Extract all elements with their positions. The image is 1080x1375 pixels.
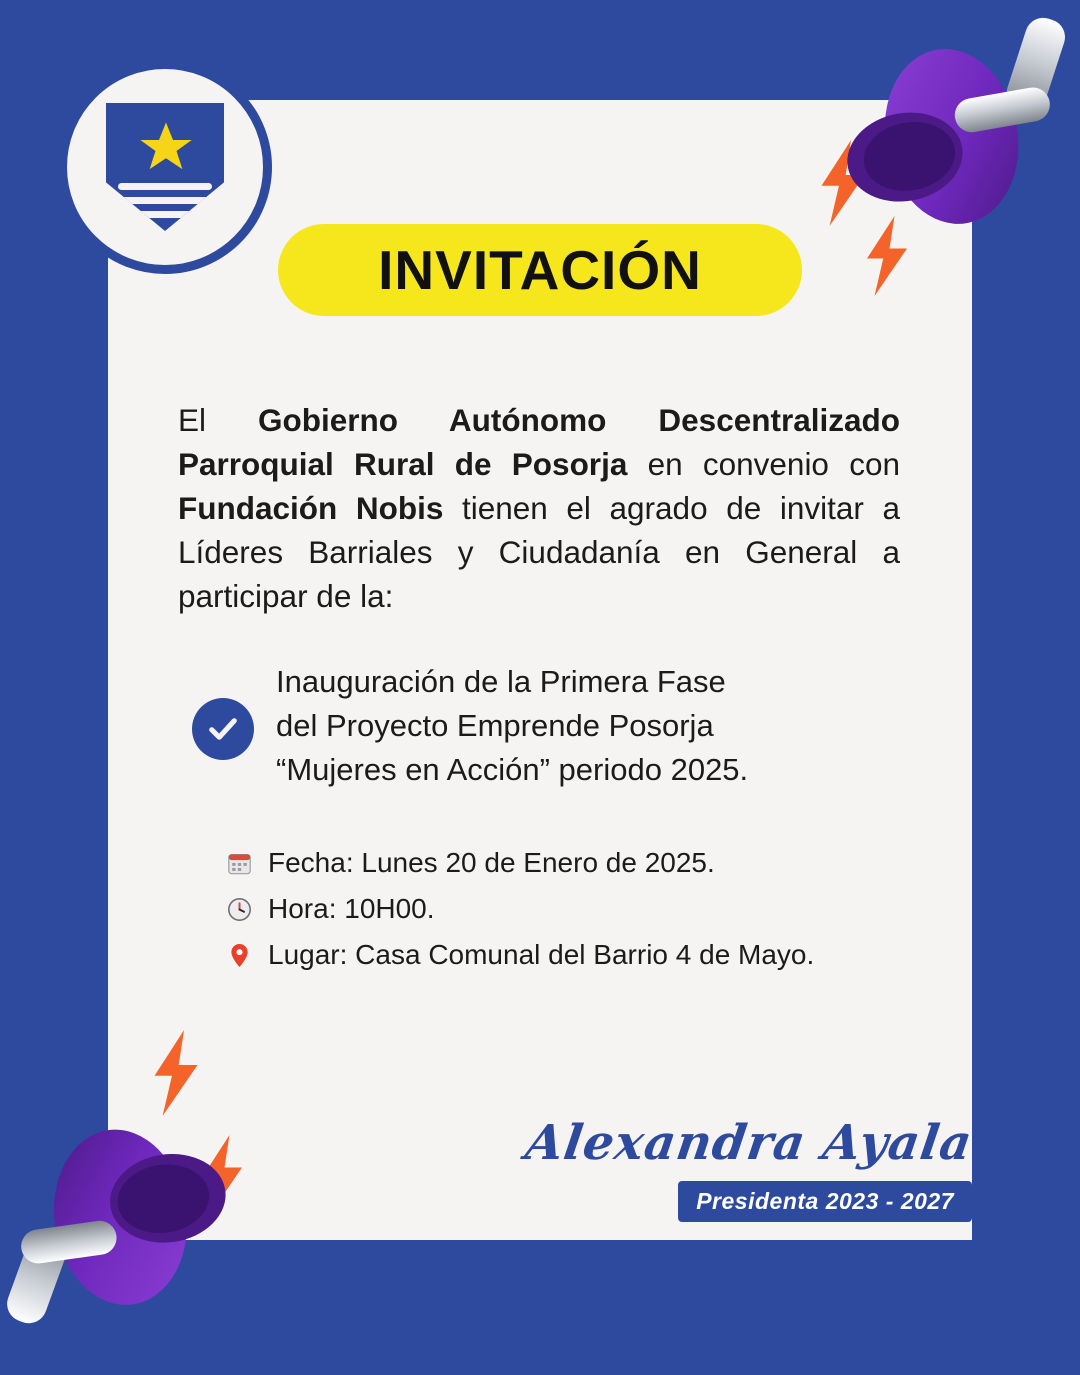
intro-text-part2: en convenio con: [627, 445, 900, 482]
page-title: INVITACIÓN: [378, 239, 702, 301]
gad-posorja-shield-emblem: [58, 60, 272, 274]
calendar-icon: [224, 847, 254, 879]
shield-icon: [106, 103, 224, 231]
detail-text-place: Lugar: Casa Comunal del Barrio 4 de Mayo.: [268, 939, 815, 970]
clock-icon: [224, 893, 254, 925]
detail-row-date: [224, 840, 924, 886]
signature-name: Alexandra Ayala: [522, 1115, 976, 1171]
signature-role-badge: Presidenta 2023 - 2027: [678, 1181, 972, 1222]
event-title-line-2: del Proyecto Emprende Posorja: [276, 708, 714, 743]
detail-row-place: [224, 932, 924, 978]
event-title: [276, 660, 748, 792]
invitation-title-banner: [278, 224, 802, 316]
megaphone-icon: [794, 0, 1080, 284]
stripe-decoration: [118, 197, 212, 204]
detail-text-time: Hora: 10H00.: [268, 893, 435, 924]
intro-paragraph: [178, 398, 900, 618]
check-circle-icon: [192, 698, 254, 760]
intro-bold-partner: Fundación Nobis: [178, 489, 444, 526]
intro-text-part3: tienen el agrado de invitar a Líderes Barriales y Ciudadanía en General a participar de la:: [178, 489, 900, 614]
location-pin-icon: [224, 939, 254, 971]
event-highlight: [192, 660, 892, 792]
stripe-decoration: [118, 183, 212, 190]
detail-row-time: [224, 886, 924, 932]
stripe-decoration: [130, 211, 200, 218]
event-details-list: [224, 840, 924, 978]
signature-block: [522, 1115, 976, 1222]
event-title-line-3: “Mujeres en Acción” periodo 2025.: [276, 752, 749, 787]
event-title-line-1: Inauguración de la Primera Fase: [276, 664, 726, 699]
detail-text-date: Fecha: Lunes 20 de Enero de 2025.: [268, 847, 715, 878]
intro-text-part1: El: [178, 401, 259, 438]
intro-bold-organizer: Gobierno Autónomo Descentralizado Parroquial Rural de Posorja: [178, 401, 900, 482]
megaphone-icon: [0, 1070, 278, 1370]
